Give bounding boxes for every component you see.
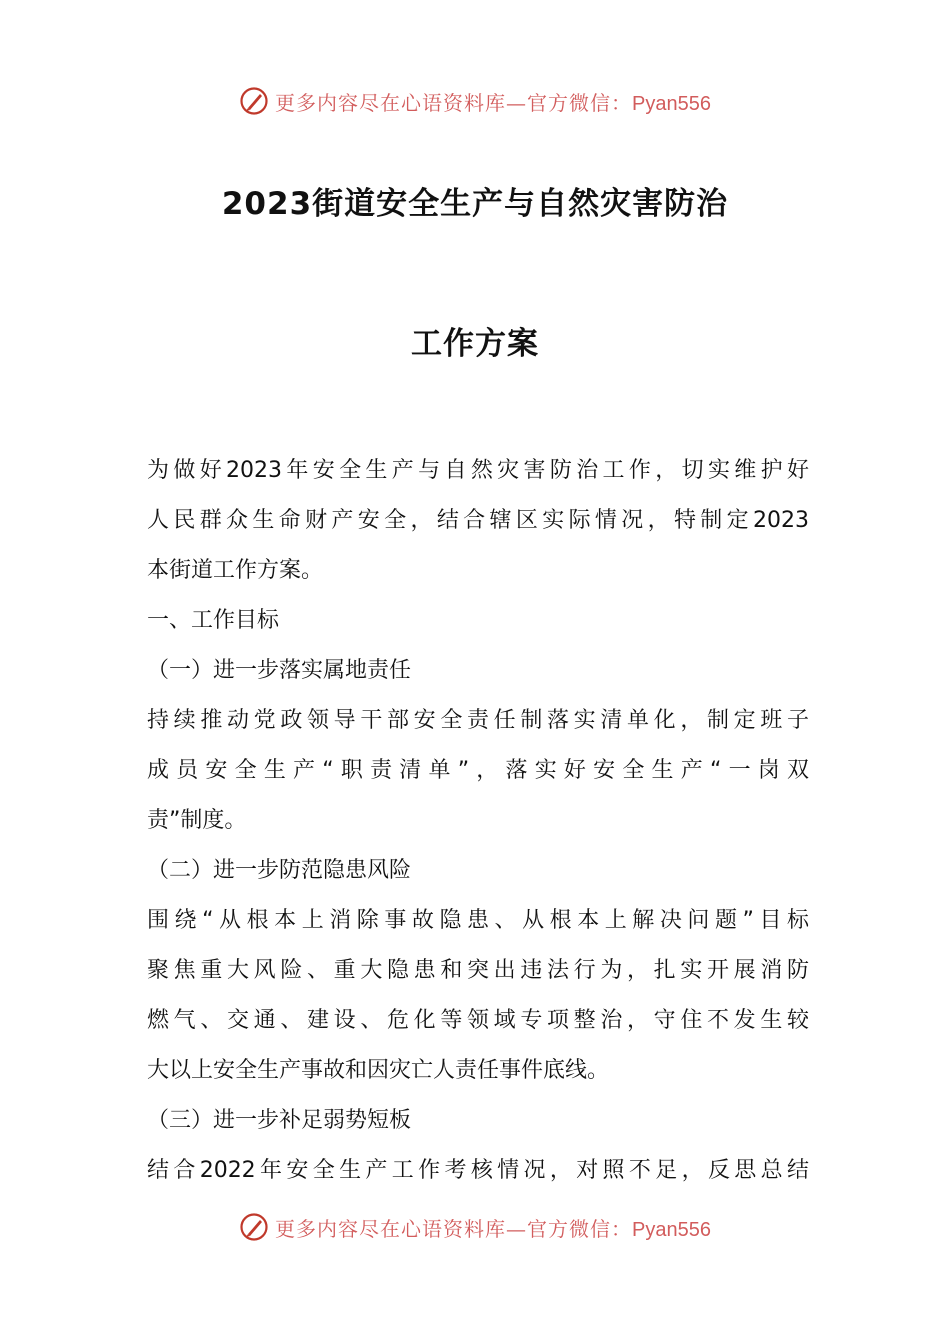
subsection-heading: （三）进一步补足弱势短板 bbox=[147, 1108, 412, 1133]
subsection-heading: （一）进一步落实属地责任 bbox=[147, 658, 412, 683]
intro-line: 为做好2023年安全生产与自然灾害防治工作，切实维护好 bbox=[147, 458, 809, 483]
paragraph-line: 燃气、交通、建设、危化等领域专项整治，守住不发生较 bbox=[147, 1008, 809, 1033]
paragraph-line: 成员安全生产“职责清单”，落实好安全生产“一岗双 bbox=[147, 758, 809, 783]
paragraph-line: 围绕“从根本上消除事故隐患、从根本上解决问题”目标 bbox=[147, 908, 809, 933]
section-heading: 一、工作目标 bbox=[147, 608, 280, 633]
watermark-text: 更多内容尽在心语资料库—官方微信：Pyan556 bbox=[275, 1216, 711, 1241]
paragraph-line: 责”制度。 bbox=[147, 808, 247, 833]
paragraph-line: 大以上安全生产事故和因灾亡人责任事件底线。 bbox=[147, 1058, 610, 1083]
footer-watermark bbox=[0, 1212, 950, 1242]
paragraph-line: 持续推动党政领导干部安全责任制落实清单化，制定班子 bbox=[147, 708, 809, 733]
header-watermark bbox=[0, 86, 950, 116]
document-title: 2023街道安全生产与自然灾害防治 bbox=[221, 186, 729, 222]
pen-logo-icon bbox=[239, 86, 269, 116]
document-body bbox=[147, 446, 809, 1196]
intro-line: 本街道工作方案。 bbox=[147, 558, 324, 583]
pen-logo-icon bbox=[239, 1212, 269, 1242]
paragraph-line: 聚焦重大风险、重大隐患和突出违法行为，扎实开展消防 bbox=[147, 958, 809, 983]
wechat-id: Pyan556 bbox=[632, 92, 711, 115]
intro-line: 人民群众生命财产安全，结合辖区实际情况，特制定2023 bbox=[147, 508, 809, 533]
wechat-id: Pyan556 bbox=[632, 1218, 711, 1241]
document-subtitle: 工作方案 bbox=[411, 326, 539, 362]
paragraph-line: 结合2022年安全生产工作考核情况，对照不足，反思总结 bbox=[147, 1158, 809, 1183]
watermark-text: 更多内容尽在心语资料库—官方微信：Pyan556 bbox=[275, 90, 711, 115]
subsection-heading: （二）进一步防范隐患风险 bbox=[147, 858, 412, 883]
